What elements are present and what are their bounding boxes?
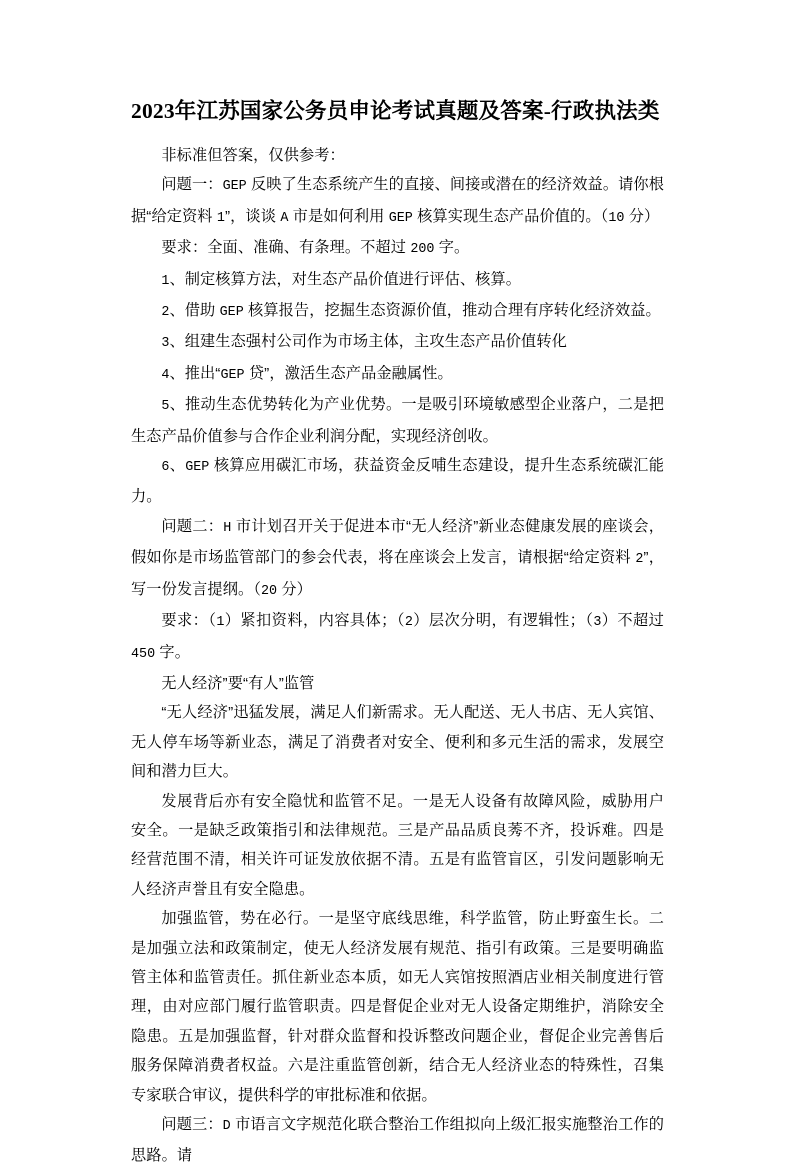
document-body: [131, 94, 664, 1171]
question-two-answer-paragraph-1: “无人经济”迅猛发展，满足人们新需求。无人配送、无人书店、无人宾馆、无人停车场等新业态，满足了消费者对安全、便利和多元生活的需求，发展空间和潜力巨大。: [131, 704, 664, 781]
question-one-answer-item-4: 4、推出“GEP 贷”，激活生态产品金融属性。: [161, 364, 453, 383]
question-two-answer-paragraph-3: 加强监管，势在必行。一是坚守底线思维，科学监管，防止野蛮生长。二是加强立法和政策制定，使无人经济发展有规范、指引有政策。三是要明确监管主体和监管责任。抓住新业态本质，如无人宾馆按照酒店业相关制度进行管理，由对应部门履行监管职责。四是督促企业对无人设备定期维护，消除安全隐患。五是加强监督，针对群众监督和投诉整改问题企业，督促企业完善售后服务保障消费者权益。六是注重监管创新，结合无人经济业态的特殊性，召集专家联合审议，提供科学的审批标准和依据。: [131, 910, 664, 1104]
question-one-answer-item-6: 6、GEP 核算应用碳汇市场，获益资金反哺生态建设，提升生态系统碳汇能力。: [131, 457, 664, 506]
question-one-prompt: 问题一：GEP 反映了生态系统产生的直接、间接或潜在的经济效益。请你根据“给定资料 1”，谈谈 A 市是如何利用 GEP 核算实现生态产品价值的。（10 分）: [131, 176, 664, 226]
question-two-requirement: 要求：（1）紧扣资料，内容具体；（2）层次分明，有逻辑性；（3）不超过 450 字。: [131, 612, 664, 662]
question-one-answer-item-5: 5、推动生态优势转化为产业优势。一是吸引环境敏感型企业落户，二是把生态产品价值参与合作企业利润分配，实现经济创收。: [131, 396, 664, 445]
question-one-answer-item-3: 3、组建生态强村公司作为市场主体，主攻生态产品价值转化: [161, 333, 567, 352]
page-title: 2023年江苏国家公务员申论考试真题及答案-行政执法类: [131, 99, 660, 123]
question-one-answer-item-1: 1、制定核算方法，对生态产品价值进行评估、核算。: [161, 270, 522, 289]
question-two-prompt: 问题二：H 市计划召开关于促进本市“无人经济”新业态健康发展的座谈会，假如你是市场监管部门的参会代表，将在座谈会上发言，请根据“给定资料 2”，写一份发言提纲。（20 分）: [131, 517, 664, 599]
question-one-answer-item-2: 2、借助 GEP 核算报告，挖掘生态资源价值，推动合理有序转化经济效益。: [161, 302, 661, 321]
question-two-answer-paragraph-2: 发展背后亦有安全隐忧和监管不足。一是无人设备有故障风险，威胁用户安全。一是缺乏政策指引和法律规范。三是产品品质良莠不齐，投诉难。四是经营范围不清，相关许可证发放依据不清。五是有监管盲区，引发问题影响无人经济声誉且有安全隐患。: [131, 792, 664, 898]
question-two-answer-heading: 无人经济”要“有人”监管: [161, 674, 315, 692]
question-one-requirement: 要求：全面、准确、有条理。不超过 200 字。: [161, 239, 470, 258]
question-three-prompt: 问题三：D 市语言文字规范化联合整治工作组拟向上级汇报实施整治工作的思路。请: [131, 1116, 664, 1165]
answer-disclaimer: 非标准但答案，仅供参考：: [161, 147, 345, 164]
